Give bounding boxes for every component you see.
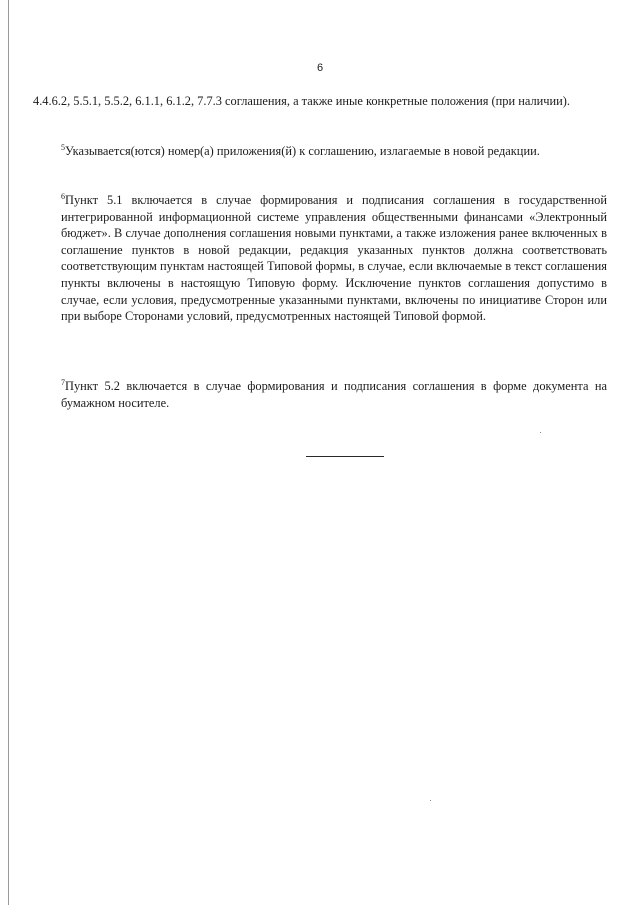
footnote-6-marker: 6 xyxy=(61,192,65,201)
footnote-5 xyxy=(33,143,607,160)
footnote-5-paragraph xyxy=(33,143,607,160)
footnote-5-marker: 5 xyxy=(61,143,65,152)
footnote-5-text: Указывается(ются) номер(а) приложения(й) к соглашению, излагаемые в новой редакции. xyxy=(65,144,540,158)
footnote-7 xyxy=(33,378,607,411)
scan-speck xyxy=(430,800,431,801)
continuation-text: 4.4.6.2, 5.5.1, 5.5.2, 6.1.1, 6.1.2, 7.7.3 соглашения, а также иные конкретные положения (при наличии). xyxy=(33,94,570,108)
page-number: 6 xyxy=(316,62,324,74)
footnote-6-text: Пункт 5.1 включается в случае формирования и подписания соглашения в государственной интегрированной информационной системе управления общественными финансами «Электронный бюджет». В случае дополнения соглашения новыми пунктами, а также изложения ранее включенных в соглашение пунктов в новой редакции, редакция указанных пунктов должна соответствовать соответствующим пунктам настоящей Типовой формы, в случае, если включаемые в текст соглашения пункты включены в настоящую Типовую форму. Исключение пунктов соглашения допустимо в случае, если условия, предусмотренные указанными пунктами, включены по инициативе Сторон или при выборе Сторонами условий, предусмотренных настоящей Типовой формой. xyxy=(61,193,607,324)
footnote-6 xyxy=(33,192,607,325)
end-of-text-rule xyxy=(306,456,384,457)
scan-speck xyxy=(540,432,541,433)
footnote-7-marker: 7 xyxy=(61,378,65,387)
scan-left-edge xyxy=(8,0,9,905)
footnote-6-paragraph xyxy=(33,192,607,325)
footnote-7-text: Пункт 5.2 включается в случае формирования и подписания соглашения в форме документа на бумажном носителе. xyxy=(61,379,607,410)
footnote-7-paragraph xyxy=(33,378,607,411)
continuation-paragraph xyxy=(33,93,607,110)
